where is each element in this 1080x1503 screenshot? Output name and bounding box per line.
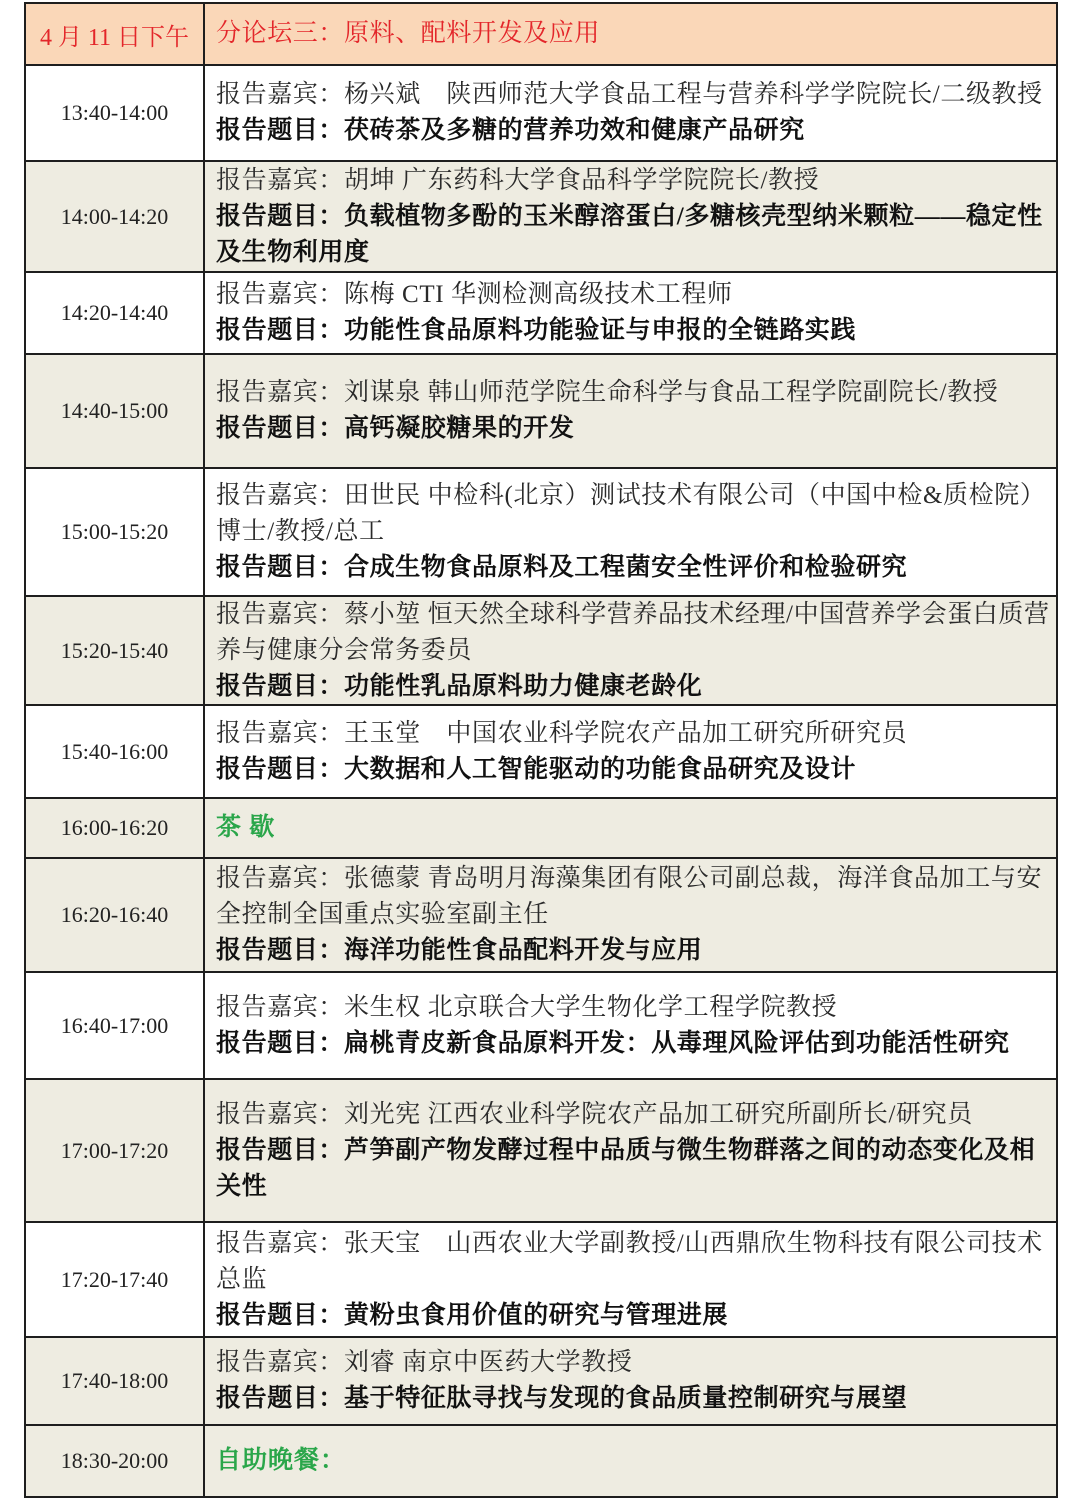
topic-line: 及生物利用度 [216,238,370,266]
time-slot: 14:20-14:40 [60,300,169,325]
schedule-row [26,469,1056,597]
time-cell [26,799,205,857]
content-cell [205,1426,1056,1496]
content-cell [205,973,1056,1078]
time-cell [26,66,205,160]
header-title-cell [205,4,1056,64]
time-slot: 16:20-16:40 [60,902,169,927]
content-cell [205,66,1056,160]
speaker-line: 报告嘉宾：米生权 北京联合大学生物化学工程学院教授 [216,993,838,1021]
time-slot: 15:20-15:40 [60,637,169,663]
topic-line: 报告题目：功能性乳品原料助力健康老龄化 [216,672,703,700]
topic-line: 报告题目：海洋功能性食品配料开发与应用 [216,937,703,964]
content-cell [205,1080,1056,1221]
speaker-line: 报告嘉宾：陈梅 CTI 华测检测高级技术工程师 [216,281,733,308]
schedule-row-dinner [26,1426,1056,1496]
time-slot: 17:00-17:20 [60,1137,169,1163]
time-cell [26,1080,205,1221]
content-cell [205,162,1056,271]
time-slot: 14:40-15:00 [60,398,169,423]
tea-break-note: 茶 歇 [216,814,276,841]
schedule-row [26,1080,1056,1223]
speaker-line: 报告嘉宾：张天宝 山西农业大学副教授/山西鼎欣生物科技有限公司技术 [216,1229,1043,1257]
time-cell [26,355,205,467]
topic-line: 报告题目：黄粉虫食用价值的研究与管理进展 [216,1301,729,1329]
topic-line: 报告题目：大数据和人工智能驱动的功能食品研究及设计 [216,755,857,783]
schedule-row [26,1338,1056,1426]
speaker-line: 博士/教授/总工 [216,518,385,545]
time-cell [26,273,205,353]
topic-line: 报告题目：合成生物食品原料及工程菌安全性评价和检验研究 [216,554,908,581]
session-title: 分论坛三：原料、配料开发及应用 [216,20,601,47]
time-cell [26,1223,205,1336]
schedule-row [26,859,1056,973]
time-cell [26,597,205,704]
speaker-line: 报告嘉宾：王玉堂 中国农业科学院农产品加工研究所研究员 [216,719,908,747]
content-cell [205,1338,1056,1424]
time-cell [26,469,205,595]
schedule-row [26,973,1056,1080]
time-slot: 13:40-14:00 [60,100,169,125]
speaker-line: 报告嘉宾：刘谋泉 韩山师范学院生命科学与食品工程学院副院长/教授 [216,379,999,406]
topic-line: 报告题目：扁桃青皮新食品原料开发：从毒理风险评估到功能活性研究 [216,1029,1010,1057]
schedule-row [26,273,1056,355]
dinner-note: 自助晚餐： [216,1447,347,1474]
topic-line: 报告题目：功能性食品原料功能验证与申报的全链路实践 [216,317,857,344]
time-cell [26,973,205,1078]
schedule-table [24,2,1058,1498]
content-cell [205,469,1056,595]
schedule-row [26,706,1056,799]
content-cell [205,597,1056,704]
speaker-line: 总监 [216,1265,268,1293]
time-slot: 17:20-17:40 [60,1266,169,1292]
content-cell [205,706,1056,797]
content-cell [205,273,1056,353]
time-slot: 17:40-18:00 [60,1368,169,1393]
speaker-line: 报告嘉宾：田世民 中检科(北京）测试技术有限公司（中国中检&质检院） [216,482,1046,509]
speaker-line: 报告嘉宾：蔡小堃 恒天然全球科学营养品技术经理/中国营养学会蛋白质营 [216,600,1050,628]
time-slot: 14:00-14:20 [60,203,169,229]
content-cell [205,355,1056,467]
content-cell [205,859,1056,971]
speaker-line: 报告嘉宾：杨兴斌 陕西师范大学食品工程与营养科学学院院长/二级教授 [216,81,1043,108]
content-cell [205,1223,1056,1336]
topic-line: 报告题目：茯砖茶及多糖的营养功效和健康产品研究 [216,117,805,144]
time-cell [26,859,205,971]
speaker-line: 报告嘉宾：胡坤 广东药科大学食品科学学院院长/教授 [216,166,820,194]
schedule-row [26,1223,1056,1338]
schedule-row [26,597,1056,706]
speaker-line: 报告嘉宾：张德蒙 青岛明月海藻集团有限公司副总裁，海洋食品加工与安 [216,865,1043,892]
time-slot: 15:00-15:20 [60,519,169,544]
speaker-line: 报告嘉宾：刘光宪 江西农业科学院农产品加工研究所副所长/研究员 [216,1100,973,1128]
topic-line: 关性 [216,1172,268,1200]
time-slot: 18:30-20:00 [60,1448,169,1473]
time-cell [26,1338,205,1424]
session-date: 4 月 11 日下午 [39,24,190,51]
topic-line: 报告题目：芦笋副产物发酵过程中品质与微生物群落之间的动态变化及相 [216,1136,1036,1164]
speaker-line: 报告嘉宾：刘睿 南京中医药大学教授 [216,1349,633,1376]
time-cell [26,162,205,271]
schedule-row-break [26,799,1056,859]
table-header-row [26,4,1056,66]
time-slot: 16:00-16:20 [60,815,169,840]
topic-line: 报告题目：基于特征肽寻找与发现的食品质量控制研究与展望 [216,1385,908,1412]
topic-line: 报告题目：高钙凝胶糖果的开发 [216,415,575,442]
speaker-line: 养与健康分会常务委员 [216,636,473,664]
time-slot: 15:40-16:00 [60,738,169,764]
content-cell [205,799,1056,857]
time-slot: 16:40-17:00 [60,1012,169,1038]
schedule-row [26,66,1056,162]
topic-line: 报告题目：负载植物多酚的玉米醇溶蛋白/多糖核壳型纳米颗粒——稳定性 [216,202,1043,230]
schedule-row [26,162,1056,273]
schedule-row [26,355,1056,469]
header-date-cell [26,4,205,64]
time-cell [26,706,205,797]
time-cell [26,1426,205,1496]
speaker-line: 全控制全国重点实验室副主任 [216,901,549,928]
